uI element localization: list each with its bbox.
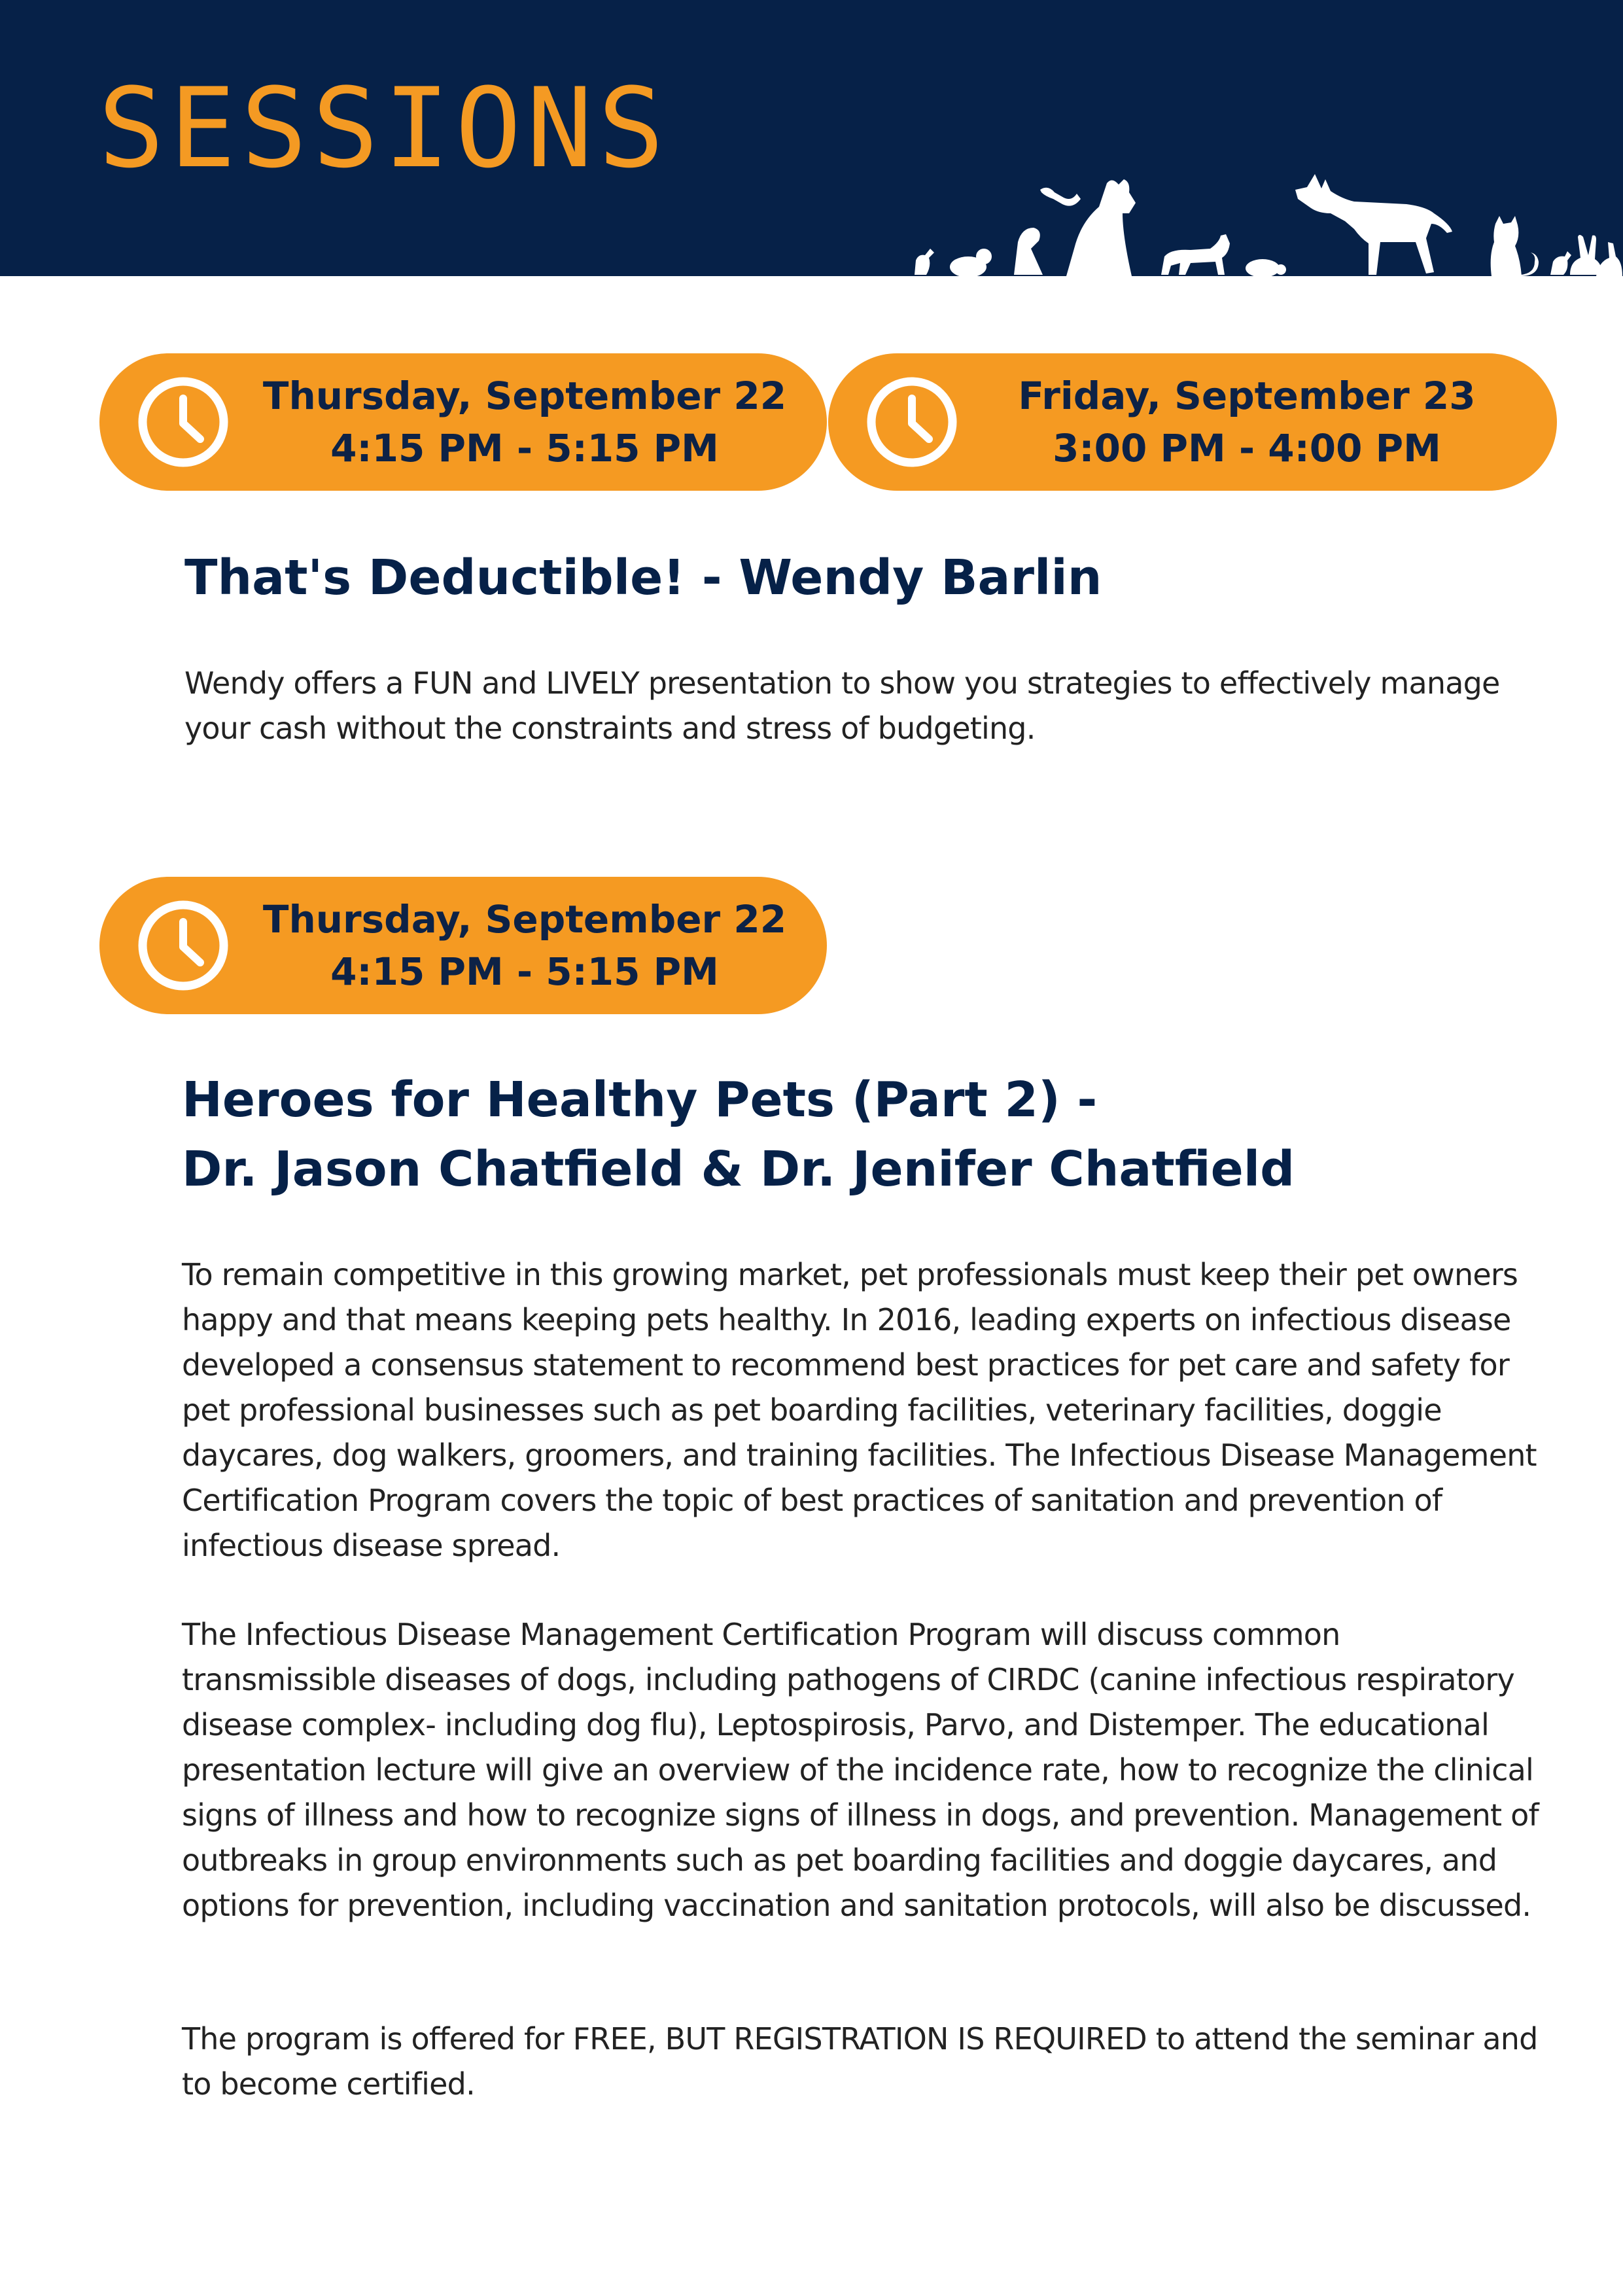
session2-title-line1: Heroes for Healthy Pets (Part 2) - (182, 1072, 1098, 1128)
session2-title-line2: Dr. Jason Chatfield & Dr. Jenifer Chatfield (182, 1141, 1295, 1197)
pill-text (985, 353, 1509, 491)
session-time: 3:00 PM - 4:00 PM (1053, 426, 1441, 470)
session2-paragraph-2: The Infectious Disease Management Certification Program will discuss common transmissible diseases of dogs, including pathogens of CIRDC (canine infectious respiratory disease complex- including dog flu), Leptospirosis, Parvo, and Distemper. The educational presentation lecture will give an overview of the incidence rate, how to recognize the clinical signs of illness and how to recognize signs of illness in dogs, and prevention. Management of outbreaks in group environments such as pet boarding facilities and doggie daycares, and options for prevention, including vaccination and sanitation protocols, will also be discussed. (182, 1617, 1539, 1923)
pill-text (256, 353, 793, 491)
pet-silhouettes-icon (903, 150, 1623, 276)
session2-paragraph-3: The program is offered for FREE, BUT REGISTRATION IS REQUIRED to attend the seminar and to become certified. (182, 2021, 1538, 2102)
page-title: SESSIONS (98, 64, 670, 192)
session1-time-pill-1 (99, 353, 827, 491)
clock-icon (866, 376, 958, 468)
header-banner (0, 0, 1623, 276)
session1-time-pill-2 (828, 353, 1557, 491)
session-time: 4:15 PM - 5:15 PM (330, 949, 719, 994)
clock-icon (137, 900, 229, 991)
session2-time-pill (99, 877, 827, 1014)
session2-title (182, 1065, 1556, 1204)
session1-title: That's Deductible! - Wendy Barlin (184, 550, 1102, 606)
session-date: Thursday, September 22 (262, 374, 787, 418)
session-time: 4:15 PM - 5:15 PM (330, 426, 719, 470)
session1-description: Wendy offers a FUN and LIVELY presentation to show you strategies to effectively manage your cash without the constraints and stress of budgeting. (184, 665, 1500, 746)
pill-text (256, 877, 793, 1014)
session-date: Thursday, September 22 (262, 897, 787, 942)
session2-paragraph-1: To remain competitive in this growing market, pet professionals must keep their pet owners happy and that means keeping pets healthy. In 2016, leading experts on infectious disease developed a consensus statement to recommend best practices for pet care and safety for pet professional businesses such as pet boarding facilities, veterinary facilities, doggie daycares, dog walkers, groomers, and training facilities. The Infectious Disease Management Certification Program covers the topic of best practices of sanitation and prevention of infectious disease spread. (182, 1257, 1537, 1563)
session-date: Friday, September 23 (1018, 374, 1476, 418)
clock-icon (137, 376, 229, 468)
